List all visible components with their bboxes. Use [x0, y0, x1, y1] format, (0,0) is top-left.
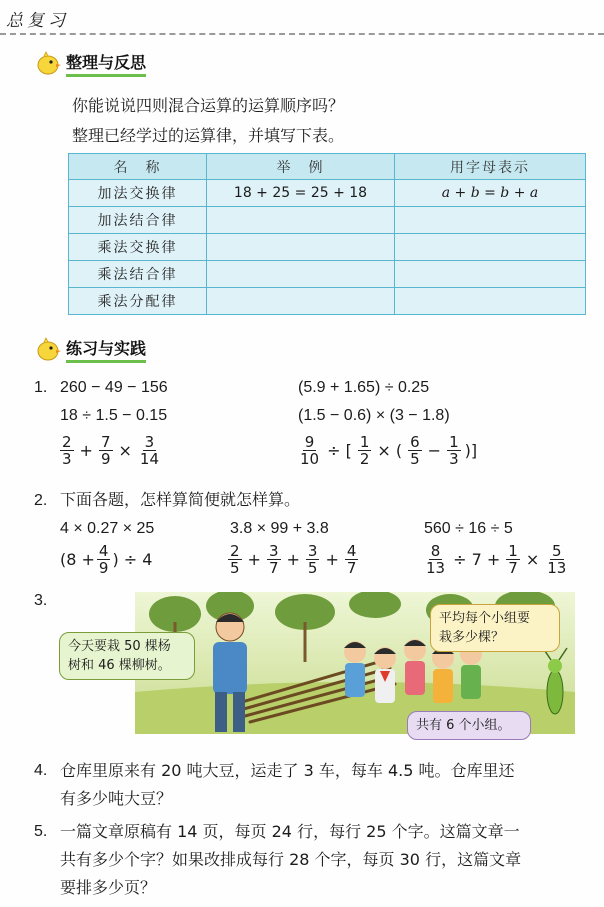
table-cell-name: 乘法分配律 [69, 288, 207, 315]
numerator: 3 [307, 542, 318, 560]
bubble-teacher-line-1: 今天要栽 50 棵杨 [68, 639, 171, 654]
operator: ÷ 7 + [453, 550, 501, 569]
q3-illustration [55, 592, 575, 742]
q4-number: 4. [34, 762, 48, 779]
laws-table [68, 153, 586, 315]
q1-expr-b: (5.9 + 1.65) ÷ 0.25 [298, 379, 430, 396]
q5-number: 5. [34, 823, 48, 840]
operator: + [325, 550, 339, 569]
fraction [298, 434, 321, 467]
table-cell-formula[interactable]: a + b = b + a [395, 180, 586, 207]
q1-expr-d: (1.5 − 0.6) × (3 − 1.8) [298, 407, 450, 424]
operator: × [118, 441, 132, 460]
operator: ÷ [ [327, 441, 352, 460]
q1-number: 1. [34, 379, 48, 396]
denominator: 14 [139, 450, 159, 468]
numerator: 4 [98, 542, 109, 560]
q2-expr-b: 3.8 × 99 + 3.8 [230, 520, 329, 537]
operator: (8 + [60, 550, 95, 569]
q2-expr-c: 560 ÷ 16 ÷ 5 [424, 520, 513, 537]
table-row [69, 180, 586, 207]
numerator: 1 [359, 433, 370, 451]
intro-line-1: 你能说说四则混合运算的运算顺序吗？ [72, 96, 345, 115]
fraction [60, 434, 74, 467]
q1-expr-c: 18 ÷ 1.5 − 0.15 [60, 407, 168, 424]
numerator: 9 [304, 433, 315, 451]
denominator: 7 [508, 559, 518, 577]
table-cell-example[interactable] [207, 288, 395, 315]
bubble-grasshopper-line-1: 平均每个小组要 [439, 611, 531, 626]
bubble-teacher-line-2: 树和 46 棵柳树。 [68, 658, 171, 673]
q5-line-3: 要排多少页？ [60, 878, 157, 897]
q5-line-1: 一篇文章原稿有 14 页，每页 24 行，每行 25 个字。这篇文章一 [60, 822, 520, 841]
section-review-heading [34, 48, 146, 78]
q1-expr-a: 260 − 49 − 156 [60, 379, 168, 396]
numerator: 8 [430, 542, 441, 560]
denominator: 10 [300, 450, 320, 468]
numerator: 6 [410, 433, 420, 451]
table-cell-name: 乘法结合律 [69, 261, 207, 288]
chick-icon [34, 49, 62, 77]
q5-line-2: 共有多少个字？如果改排成每行 28 个字，每页 30 行，这篇文章 [60, 850, 522, 869]
denominator: 9 [98, 559, 109, 577]
table-header-example: 举 例 [207, 154, 395, 180]
operator: × ( [377, 441, 403, 460]
table-row [69, 207, 586, 234]
table-cell-name: 乘法交换律 [69, 234, 207, 261]
table-cell-example[interactable]: 18 + 25 = 25 + 18 [207, 180, 395, 207]
table-cell-formula[interactable] [395, 288, 586, 315]
denominator: 5 [230, 559, 240, 577]
operator: − [427, 441, 442, 460]
numerator: 1 [449, 433, 459, 451]
bubble-grasshopper-line-2: 栽多少棵？ [439, 630, 505, 645]
fraction [228, 543, 242, 576]
q3-number: 3. [34, 592, 48, 609]
fraction [306, 543, 320, 576]
numerator: 2 [230, 542, 240, 560]
fraction [358, 434, 372, 467]
fraction [447, 434, 461, 467]
numerator: 3 [268, 542, 279, 560]
table-cell-formula[interactable] [395, 234, 586, 261]
denominator: 3 [449, 450, 459, 468]
section-review-title: 整理与反思 [66, 50, 146, 77]
denominator: 13 [547, 559, 567, 577]
q4-line-1: 仓库里原来有 20 吨大豆，运走了 3 车，每车 4.5 吨。仓库里还 [60, 761, 515, 780]
intro-line-2: 整理已经学过的运算律，并填写下表。 [72, 126, 345, 145]
table-cell-name: 加法结合律 [69, 207, 207, 234]
table-cell-example[interactable] [207, 207, 395, 234]
fraction [345, 543, 359, 576]
speech-bubble-students: 共有 6 个小组。 [407, 711, 531, 740]
fraction [424, 543, 447, 576]
operator: ) ÷ 4 [112, 550, 153, 569]
section-practice-title: 练习与实践 [66, 336, 146, 363]
fraction [506, 543, 520, 576]
fraction [545, 543, 568, 576]
denominator: 13 [426, 559, 446, 577]
table-header-formula: 用字母表示 [395, 154, 586, 180]
fraction [97, 543, 111, 576]
table-cell-name: 加法交换律 [69, 180, 207, 207]
section-practice-heading [34, 334, 146, 364]
header-divider [0, 33, 604, 35]
numerator: 4 [346, 542, 357, 560]
fraction [267, 543, 281, 576]
q1-expr-e [58, 434, 163, 467]
table-header-row [69, 154, 586, 180]
numerator: 2 [62, 433, 72, 451]
table-row [69, 261, 586, 288]
denominator: 5 [307, 559, 318, 577]
chick-icon [34, 335, 62, 363]
table-header-name: 名 称 [69, 154, 207, 180]
numerator: 5 [551, 542, 562, 560]
fraction [138, 434, 161, 467]
q2-instruction: 下面各题，怎样算简便就怎样算。 [60, 490, 301, 509]
denominator: 7 [346, 559, 357, 577]
numerator: 1 [508, 542, 518, 560]
q2-expr-e [226, 543, 360, 576]
q4-line-2: 有多少吨大豆？ [60, 789, 173, 808]
q2-expr-a: 4 × 0.27 × 25 [60, 520, 155, 537]
fraction [99, 434, 113, 467]
denominator: 2 [359, 450, 370, 468]
table-cell-formula[interactable] [395, 261, 586, 288]
q2-expr-d [60, 543, 152, 576]
operator: × [525, 550, 540, 569]
table-row [69, 234, 586, 261]
operator: + [79, 441, 93, 460]
denominator: 5 [410, 450, 420, 468]
table-row [69, 288, 586, 315]
operator: )] [464, 441, 478, 460]
table-cell-formula[interactable] [395, 207, 586, 234]
denominator: 9 [100, 450, 111, 468]
numerator: 7 [100, 433, 111, 451]
speech-bubble-teacher [59, 632, 195, 680]
numerator: 3 [144, 433, 155, 451]
table-cell-example[interactable] [207, 261, 395, 288]
q1-expr-f [296, 434, 477, 467]
denominator: 3 [62, 450, 72, 468]
operator: + [286, 550, 300, 569]
table-cell-example[interactable] [207, 234, 395, 261]
fraction [408, 434, 422, 467]
q2-expr-f [422, 543, 570, 576]
q2-number: 2. [34, 492, 48, 509]
denominator: 7 [268, 559, 279, 577]
speech-bubble-grasshopper [430, 604, 560, 652]
operator: + [247, 550, 261, 569]
page-header: 总复习 [6, 11, 69, 31]
